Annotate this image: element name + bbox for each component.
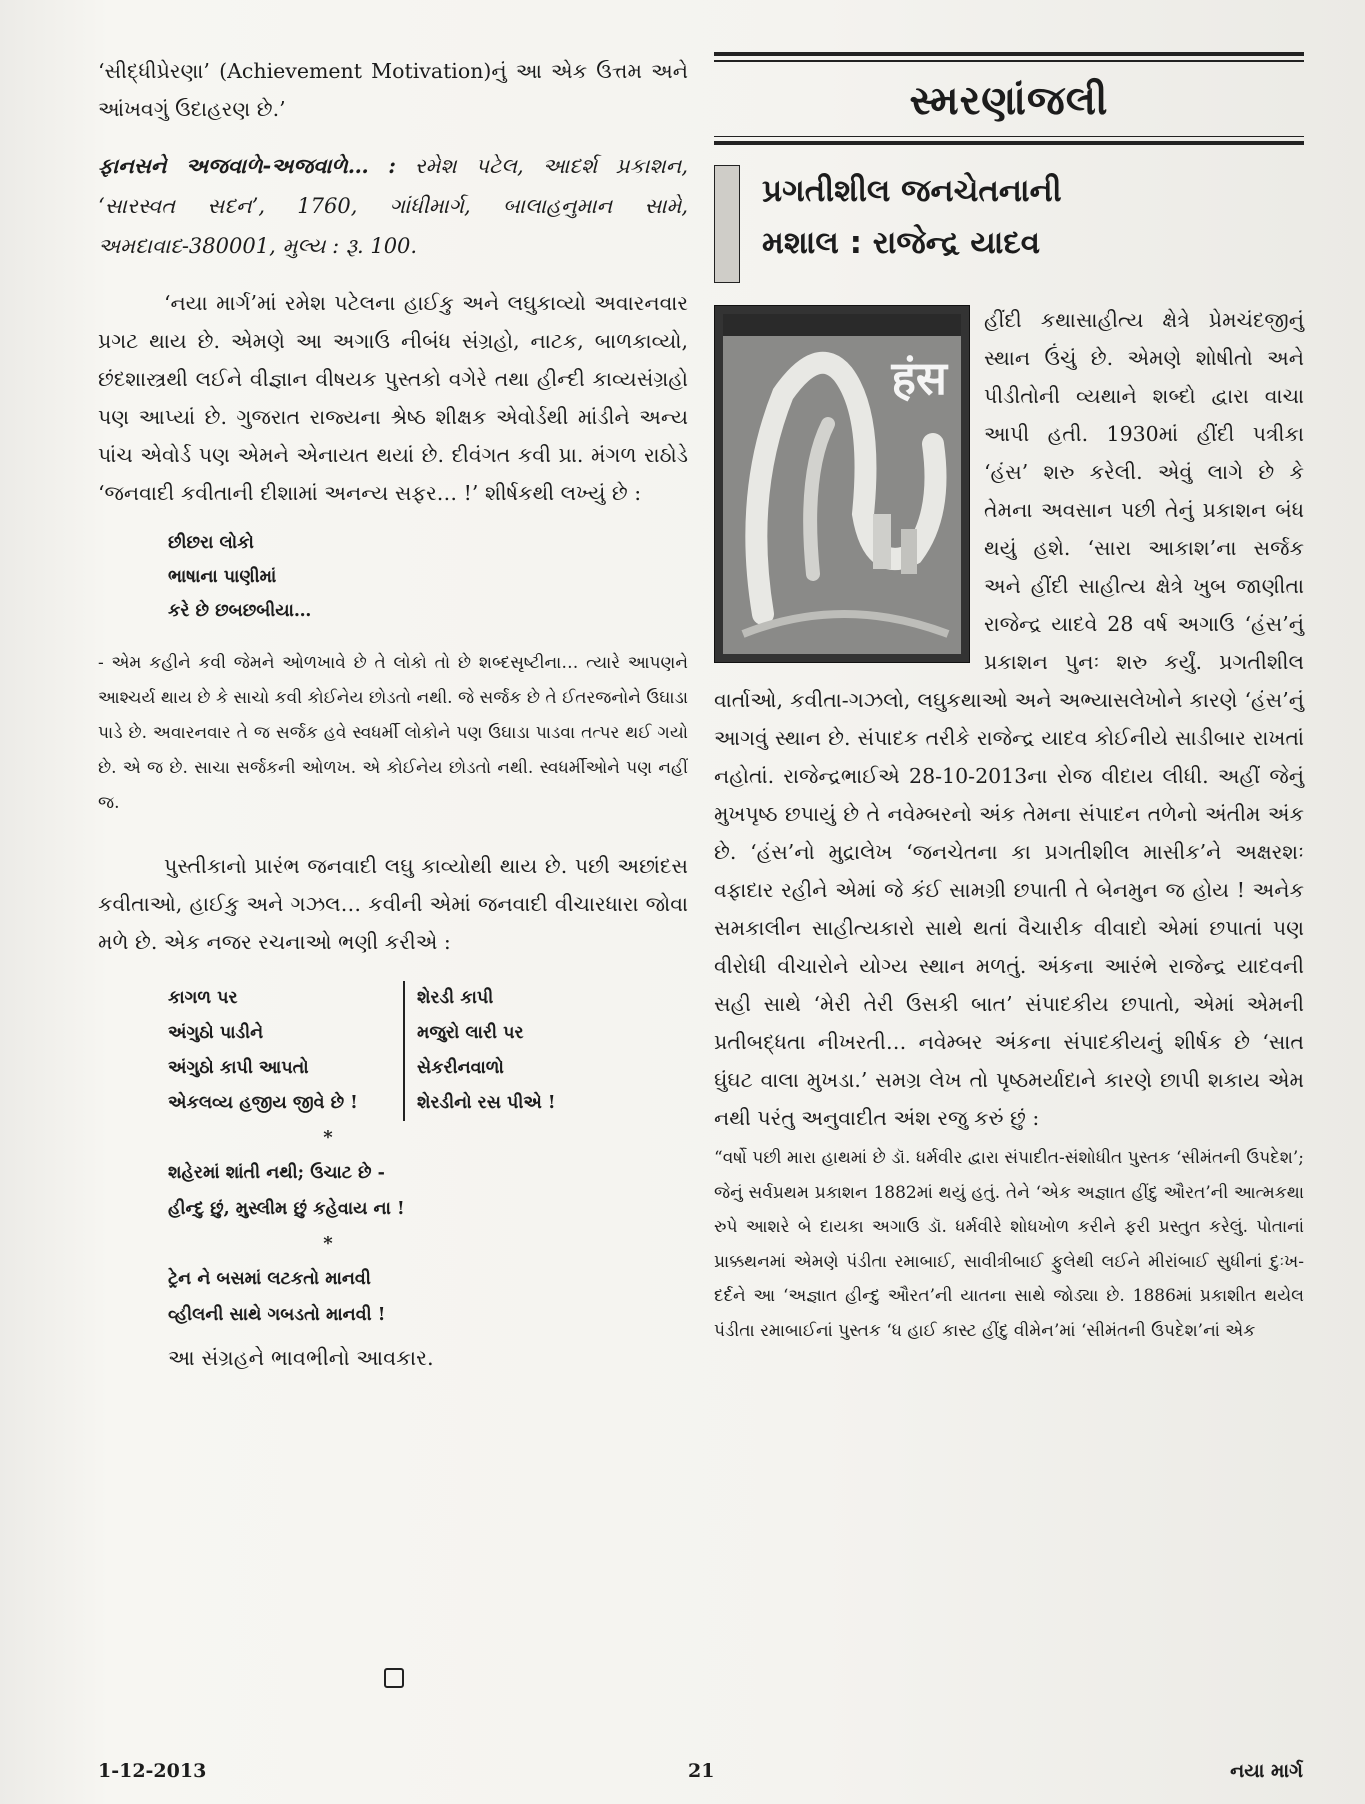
poem-line: સેકરીનવાળો: [417, 1058, 504, 1078]
paired-poems: [168, 981, 688, 1121]
headline-line-1: પ્રગતીશીલ જનચેતનાની: [762, 173, 1062, 209]
poem-line: ભાષાના પાણીમાં: [168, 567, 277, 587]
poem-line: વ્હીલની સાથે ગબડતો માનવી !: [168, 1305, 386, 1325]
cover-logo: हंस: [891, 351, 947, 405]
poem-sugarcane: [417, 981, 556, 1121]
hans-magazine-cover-image: [714, 305, 970, 663]
poem-eklavya: [168, 981, 403, 1121]
poem-line: શહેરમાં શાંતી નથી; ઉચાટ છે -: [168, 1163, 385, 1183]
book-citation: [98, 146, 688, 266]
poem-line: કાગળ પર: [168, 988, 238, 1008]
review-paragraph-3: પુસ્તીકાનો પ્રારંભ જનવાદી લઘુ કાવ્યોથી થાય છે. પછી અછાંદસ કવીતાઓ, હાઈકુ અને ગઝલ… કવીની એમાં જનવાદી વીચારધારા જોવા મળે છે. એક નજર રચનાઓ ભણી કરીએ :: [98, 854, 688, 954]
headline-line-2: મશાલ : રાજેન્દ્ર યાદવ: [762, 225, 1041, 261]
cover-artwork: [723, 314, 961, 654]
couplet-city: [168, 1155, 688, 1227]
separator-star: *: [323, 1233, 333, 1254]
cover-sculpture-icon: [723, 314, 961, 654]
article-headline: [714, 165, 1304, 283]
poem-line: કરે છે છબછબીયા…: [168, 601, 312, 621]
poem-line: છીછરા લોકો: [168, 533, 254, 553]
poem-shallow-people: [168, 526, 688, 628]
review-paragraph-1: ‘નયા માર્ગ’માં રમેશ પટેલના હાઈકુ અને લઘુકાવ્યો અવારનવાર પ્રગટ થાય છે. એમણે આ અગાઉ નીબંધ સંગ્રહો, નાટક, બાળકાવ્યો, છંદશાસ્ત્રથી લઈને વીજ્ઞાન વીષયક પુસ્તકો વગેરે તથા હીન્દી કાવ્યસંગ્રહો પણ આપ્યાં છે. ગુજરાત રાજ્યના શ્રેષ્ઠ શીક્ષક એવોર્ડથી માંડીને અન્ય પાંચ એવોર્ડ પણ એમને એનાયત થયાં છે. દીવંગત કવી પ્રા. મંગળ રાઠોડે ‘જનવાદી કવીતાની દીશામાં અનન્ય સફર… !’ શીર્ષકથી લખ્યું છે :: [98, 291, 688, 505]
poem-line: મજુરો લારી પર: [417, 1023, 524, 1043]
headline-text: [762, 165, 1062, 283]
issue-date: 1-12-2013: [98, 1760, 207, 1782]
section-rule-thin: [714, 60, 1304, 62]
poem-line: એકલવ્ય હજીય જીવે છે !: [168, 1093, 358, 1113]
tribute-quote: “વર્ષો પછી મારા હાથમાં છે ડૉ. ધર્મવીર દ્વારા સંપાદીત-સંશોધીત પુસ્તક ‘સીમંતની ઉપદેશ’; જેનું સર્વપ્રથમ પ્રકાશન 1882માં થયું હતું. તેને ‘એક અજ્ઞાત હીંદુ ઔરત’ની આત્મકથા રુપે આશરે બે દાયકા અગાઉ ડૉ. ધર્મવીરે શોધખોળ કરીને ફરી પ્રસ્તુત કરેલું. પોતાનાં પ્રાક્કથનમાં એમણે પંડીતા રમાબાઈ, સાવીત્રીબાઈ ફુલેથી લઈને મીરાંબાઈ સુધીનાં દુઃખ-દર્દને આ ‘અજ્ઞાત હીન્દુ ઔરત’ની યાતના સાથે જોડ્યા છે. 1886માં પ્રકાશીત થયેલ પંડીતા રમાબાઈનાં પુસ્તક ‘ધ હાઈ કાસ્ટ હીંદુ વીમેન’માં ‘સીમંતની ઉપદેશ’નાં એક: [714, 1148, 1304, 1341]
section-rule-bottom: [714, 141, 1304, 145]
review-paragraph-2: - એમ કહીને કવી જેમને ઓળખાવે છે તે લોકો તો છે શબ્દસૃષ્ટીના… ત્યારે આપણને આશ્ચર્ય થાય છે કે સાચો કવી કોઈનેય છોડતો નથી. જે સર્જક છે તે ઈતરજનોને ઉઘાડા પાડે છે. અવારનવાર તે જ સર્જક હવે સ્વધર્મી લોકોને પણ ઉઘાડા પાડવા તત્પર થઈ ગયો છે. એ જ છે. સાચા સર્જકની ઓળખ. એ કોઈનેય છોડતો નથી. સ્વધર્મીઓને પણ નહીં જ.: [98, 653, 688, 813]
book-title: ફાનસને અજવાળે-અજવાળે… :: [98, 153, 396, 178]
left-column: [98, 52, 688, 1377]
closing-welcome: આ સંગ્રહને ભાવભીનો આવકાર.: [168, 1346, 434, 1370]
couplet-train: [168, 1261, 688, 1333]
magazine-name: નયા માર્ગ: [1230, 1760, 1303, 1782]
section-rule-thin-bottom: [714, 136, 1304, 138]
article-body: [714, 301, 1304, 1348]
poem-line: અંગુઠો પાડીને: [168, 1023, 264, 1043]
poem-line: હીન્દુ છું, મુસ્લીમ છું કહેવાય ના !: [168, 1199, 405, 1219]
book-details: રમેશ પટેલ, આદર્શ પ્રકાશન, ‘સારસ્વત સદન’, 1760, ગાંધીમાર્ગ, બાલાહનુમાન સામે, અમદાવાદ-380001, મુલ્ય : રૂ. 100.: [98, 154, 688, 258]
poem-line: શેરડી કાપી: [417, 988, 494, 1008]
tribute-paragraph: હીંદી કથાસાહીત્ય ક્ષેત્રે પ્રેમચંદજીનું સ્થાન ઉંચું છે. એમણે શોષીતો અને પીડીતોની વ્યથાને શબ્દો દ્વારા વાચા આપી હતી. 1930માં હીંદી પત્રીકા ‘હંસ’ શરુ કરેલી. એવું લાગે છે કે તેમના અવસાન પછી તેનું પ્રકાશન બંધ થયું હશે. ‘સારા આકાશ’ના સર્જક અને હીંદી સાહીત્ય ક્ષેત્રે ખુબ જાણીતા રાજેન્દ્ર યાદવે 28 વર્ષ અગાઉ ‘હંસ’નું પ્રકાશન પુનઃ શરુ કર્યું. પ્રગતીશીલ વાર્તાઓ, કવીતા-ગઝલો, લઘુકથાઓ અને અભ્યાસલેખોને કારણે ‘હંસ’નું આગવું સ્થાન છે. સંપાદક તરીકે રાજેન્દ્ર યાદવ કોઈનીયે સાડીબાર રાખતાં નહોતાં. રાજેન્દ્રભાઈએ 28-10-2013ના રોજ વીદાય લીધી. અહીં જેનું મુખપૃષ્ઠ છપાયું છે તે નવેમ્બરનો અંક તેમના સંપાદન તળેનો અંતીમ અંક છે. ‘હંસ’નો મુદ્રાલેખ ‘જનચેતના કા પ્રગતીશીલ માસીક’ને અક્ષરશઃ વફાદાર રહીને એમાં જે કંઈ સામગ્રી છપાતી તે બેનમુન જ હોય ! અનેક સમકાલીન સાહીત્યકારો સાથે થતાં વૈચારીક વીવાદો એમાં છપાતાં પણ વીરોધી વીચારોને યોગ્ય સ્થાન મળતું. અંકના આરંભે રાજેન્દ્ર યાદવની સહી સાથે ‘મેરી તેરી ઉસકી બાત’ સંપાદકીય છપાતો, એમાં એમની પ્રતીબદ્ધતા નીખરતી… નવેમ્બર અંકના સંપાદકીયનું શીર્ષક છે ‘સાત ઘુંઘટ વાલા મુખડા.’ સમગ્ર લેખ તો પૃષ્ઠમર્યાદાને કારણે છાપી શકાય એમ નથી પરંતુ અનુવાદીત અંશ રજુ કરું છું :: [714, 308, 1304, 1130]
poem-divider: [403, 981, 405, 1121]
intro-text: ‘સીદ્ધીપ્રેરણા’ (Achievement Motivation)નું આ એક ઉત્તમ અને આંખવગું ઉદાહરણ છે.’: [98, 59, 688, 121]
end-of-article-box-icon: [384, 1668, 404, 1688]
section-rule-top: [714, 52, 1304, 56]
poem-line: ટ્રેન ને બસમાં લટકતો માનવી: [168, 1269, 371, 1289]
right-column: [714, 52, 1304, 1348]
poem-line: અંગુઠો કાપી આપતો: [168, 1058, 309, 1078]
section-title: સ્મરણાંજલી: [909, 77, 1109, 124]
headline-bar: [714, 165, 740, 283]
page-number: 21: [688, 1760, 715, 1782]
page-footer: [98, 1760, 1303, 1790]
separator-star: *: [323, 1127, 333, 1148]
poem-line: શેરડીનો રસ પીએ !: [417, 1093, 556, 1113]
